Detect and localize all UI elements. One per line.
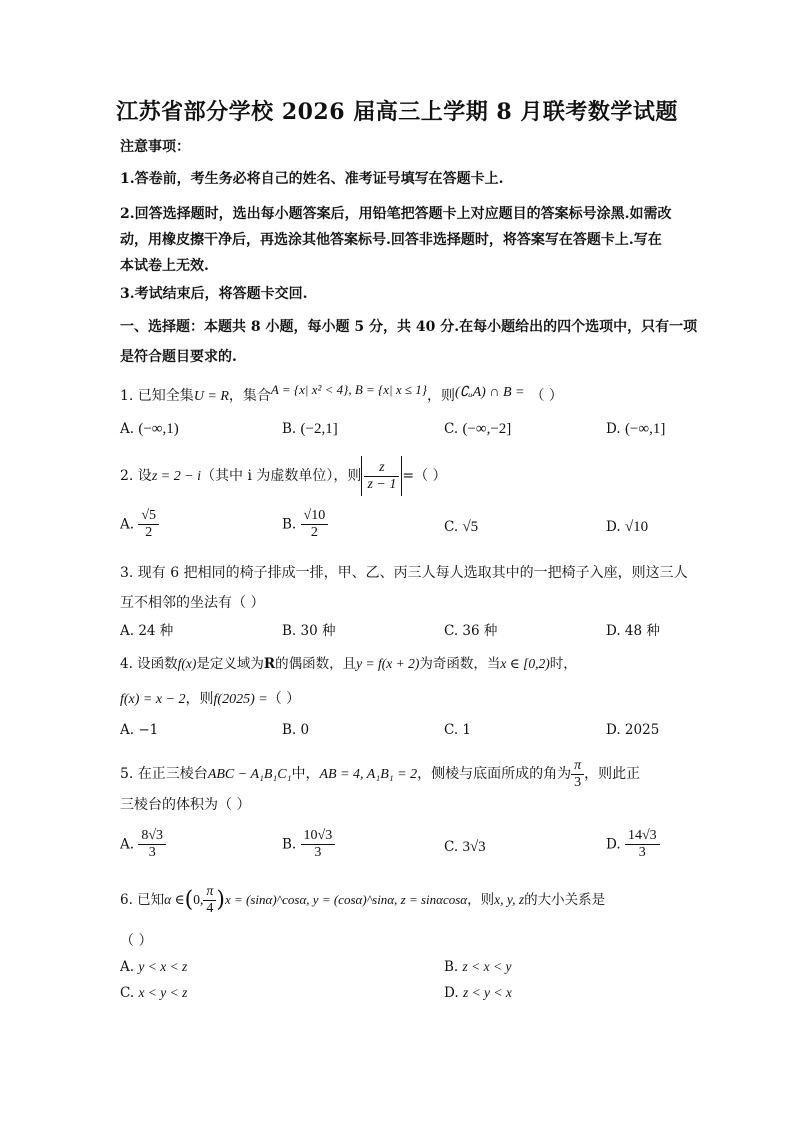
- q5-line-1: 5. 在正三棱台ABC − A₁B₁C₁中，AB = 4, A₁B₁ = 2，侧棱与底面所成的角为 $\frac{\pi}{3}$ ，则此正: [120, 757, 641, 790]
- q2-fraction-numerator: z: [364, 460, 399, 477]
- question-1: [120, 382, 563, 406]
- q4-option-c: C. 1: [444, 722, 472, 738]
- q1-universal-set: U = R: [193, 389, 229, 404]
- q2-z: z = 2 − i: [151, 469, 202, 484]
- q2-option-b: B. $\frac{√10}{2}$: [282, 508, 328, 541]
- q2-fraction-denominator: z − 1: [367, 476, 397, 492]
- q5-line-2: 三棱台的体积为（ ）: [120, 797, 251, 813]
- notice-item-2-line-2: 动，用橡皮擦干净后，再选涂其他答案标号.回答非选择题时，将答案写在答题卡上.写在: [120, 232, 662, 248]
- q3-option-b: B. 30 种: [282, 623, 336, 639]
- q1-post: ，则: [426, 388, 455, 404]
- q3-line-2: 互不相邻的坐法有（ ）: [120, 595, 265, 611]
- q6-option-c: C. x < y < z: [120, 985, 188, 1001]
- q4-line-2: f(x) = x − 2，则f(2025) =（ ）: [120, 691, 301, 707]
- q5-option-c: C. 3√3: [444, 839, 486, 855]
- q6-option-a: A. y < x < z: [120, 959, 188, 975]
- q3-option-a: A. 24 种: [120, 623, 174, 639]
- q5-option-b: B. $\frac{10√3}{3}$: [282, 828, 335, 861]
- q1-answer-paren: （ ）: [530, 388, 563, 404]
- exam-title: 江苏省部分学校 2026 届高三上学期 8 月联考数学试题: [116, 99, 678, 125]
- notice-heading: 注意事项：: [120, 139, 190, 155]
- q1-mid: ，集合: [228, 388, 271, 404]
- q1-option-a: A. (−∞,1): [120, 421, 179, 437]
- q2-answer-paren: =（ ）: [402, 468, 447, 484]
- question-2: 2. 设z = 2 − i（其中 i 为虚数单位），则 $\frac{z}{z - 1}$ =（ ）: [120, 456, 447, 496]
- section-1-line-2: 是符合题目要求的.: [120, 349, 237, 365]
- q1-option-c: C. (−∞,−2]: [444, 421, 512, 437]
- q2-option-d: D. √10: [606, 519, 649, 535]
- q4-option-d: D. 2025: [606, 722, 660, 738]
- q5-option-a: A. $\frac{8√3}{3}$: [120, 828, 166, 861]
- q3-option-c: C. 36 种: [444, 623, 498, 639]
- q1-expression: (∁ᵤA) ∩ B =: [454, 385, 525, 400]
- q3-option-d: D. 48 种: [606, 623, 660, 639]
- q3-line-1: 3. 现有 6 把相同的椅子排成一排，甲、乙、丙三人每人选取其中的一把椅子入座，则这三人: [120, 565, 688, 581]
- notice-item-2-line-1: 2.回答选择题时，选出每小题答案后，用铅笔把答题卡上对应题目的答案标号涂黑.如需改: [120, 206, 672, 222]
- q6-answer-paren: （ ）: [120, 933, 153, 949]
- q1-sets: A = {x| x² < 4}, B = {x| x ≤ 1}: [270, 382, 427, 397]
- q4-option-b: B. 0: [282, 722, 310, 738]
- q2-option-a: A. $\frac{√5}{2}$: [120, 508, 159, 541]
- q4-line-1: 4. 设函数f(x)是定义域为R的偶函数，且y = f(x + 2)为奇函数，当x ∈ [0,2)时，: [120, 656, 577, 672]
- q4-option-a: A. −1: [120, 722, 159, 738]
- q6-option-b: B. z < x < y: [444, 959, 512, 975]
- q5-option-d: D. $\frac{14√3}{3}$: [606, 828, 660, 861]
- q1-option-b: B. (−2,1]: [282, 421, 338, 437]
- notice-item-3: 3.考试结束后，将答题卡交回.: [120, 286, 308, 302]
- q6-option-d: D. z < y < x: [444, 985, 512, 1001]
- q1-option-d: D. (−∞,1]: [606, 421, 666, 437]
- notice-item-2-line-3: 本试卷上无效.: [120, 258, 209, 274]
- q6-line-1: 6. 已知α ∈(0, $\frac{\pi}{4}$ )x = (sinα)^cosα, y = (cosα)^sinα, z = sinαcosα，则x, y, z的大小关系是: [120, 884, 606, 916]
- q2-option-c: C. √5: [444, 519, 479, 535]
- section-1-line-1: 一、选择题：本题共 8 小题，每小题 5 分，共 40 分.在每小题给出的四个选项中，只有一项: [120, 319, 698, 335]
- notice-item-1: 1.答卷前，考生务必将自己的姓名、准考证号填写在答题卡上.: [120, 171, 504, 187]
- q2-modulus: [361, 456, 402, 496]
- q1-prefix: 1. 已知全集: [120, 388, 194, 404]
